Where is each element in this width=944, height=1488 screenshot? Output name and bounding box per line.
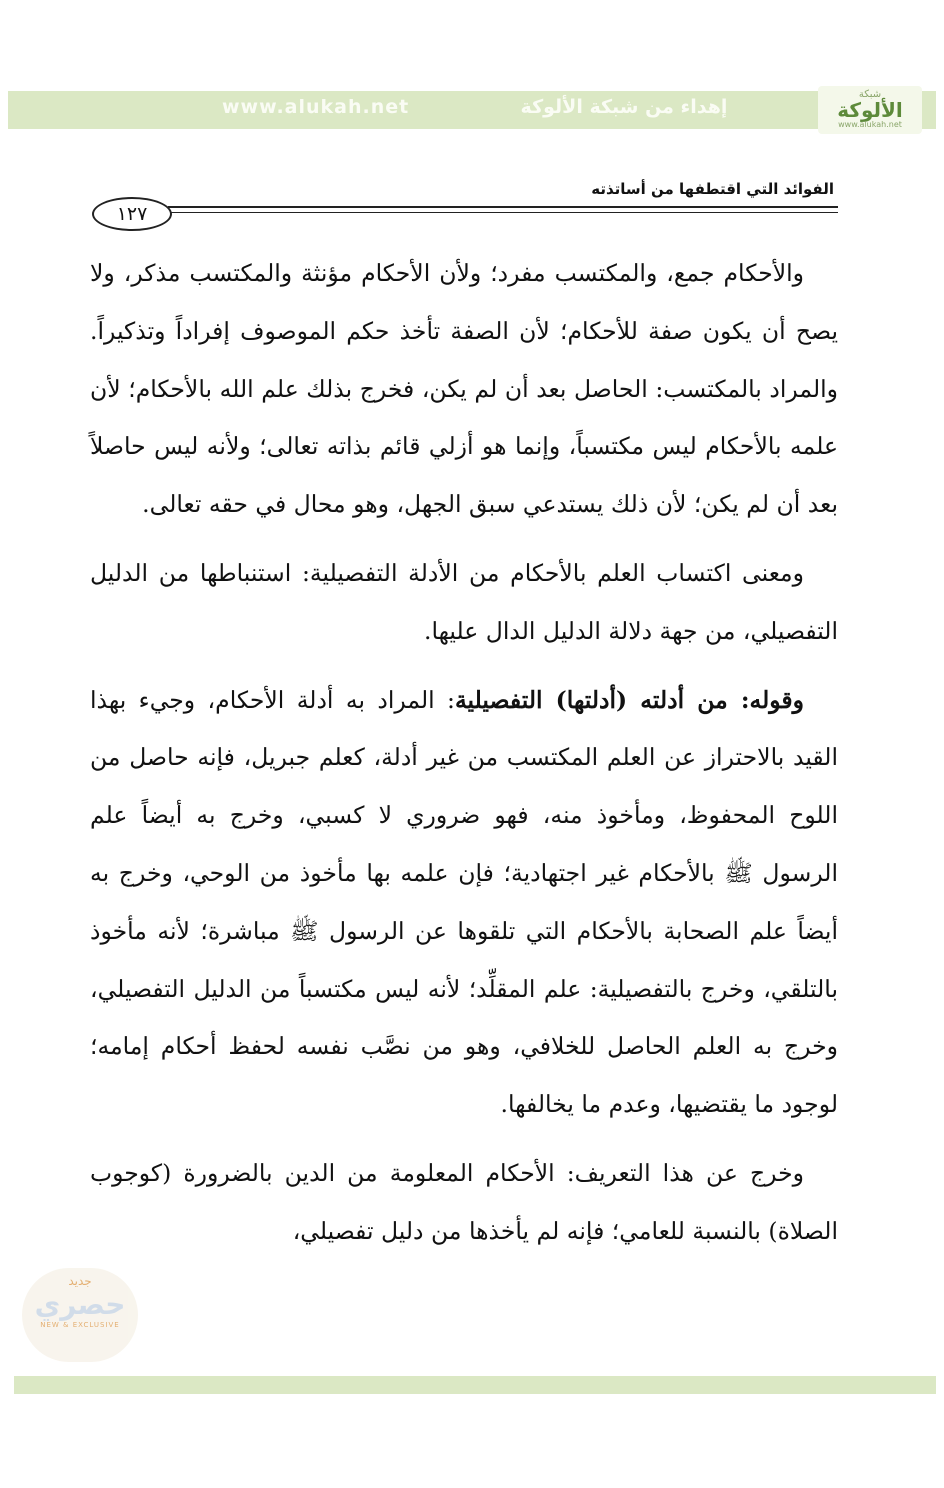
- header-rule-thin: [168, 212, 838, 213]
- logo-sub-text: www.alukah.net: [838, 120, 902, 129]
- paragraph-1: [90, 245, 838, 534]
- logo-main-text: الألوكة: [837, 98, 903, 122]
- paragraph-2-text: ومعنى اكتساب العلم بالأحكام من الأدلة التفصيلية: استنباطها من الدليل التفصيلي، من جهة دلالة الدليل الدال عليها.: [90, 558, 838, 645]
- paragraph-2: [90, 545, 838, 661]
- bottom-banner-band: [14, 1376, 936, 1394]
- logo-top-text: شبكة: [858, 89, 882, 100]
- running-header-title: الفوائد التي اقتطفها من أساتذته: [591, 180, 834, 198]
- page-number: ١٢٧: [92, 197, 172, 231]
- header-rule: [168, 206, 838, 208]
- badge-top-text: جديد: [68, 1274, 92, 1288]
- top-banner-band: [8, 91, 936, 129]
- paragraph-3: [90, 672, 838, 1134]
- banner-gift-text: إهداء من شبكة الألوكة: [520, 96, 728, 118]
- paragraph-1-text: والأحكام جمع، والمكتسب مفرد؛ ولأن الأحكام مؤنثة والمكتسب مذكر، ولا يصح أن يكون صفة للأحكام؛ لأن الصفة تأخذ حكم الموصوف إفراداً وتذكيراً. والمراد بالمكتسب: الحاصل بعد أن لم يكن، فخرج بذلك علم الله بالأحكام؛ لأن علمه بالأحكام ليس مكتسباً، وإنما هو أزلي قائم بذاته تعالى؛ ولأنه ليس حاصلاً بعد أن لم يكن؛ لأن ذلك يستدعي سبق الجهل، وهو محال في حقه تعالى.: [90, 259, 838, 519]
- alukah-logo: [818, 86, 922, 134]
- banner-url[interactable]: www.alukah.net: [222, 96, 410, 118]
- paragraph-4: [90, 1145, 838, 1261]
- paragraph-4-text: وخرج عن هذا التعريف: الأحكام المعلومة من الدين بالضرورة (كوجوب الصلاة) بالنسبة للعامي؛ فإنه لم يأخذها من دليل تفصيلي،: [90, 1158, 838, 1245]
- paragraph-3-text: : المراد به أدلة الأحكام، وجيء بهذا القيد بالاحتراز عن العلم المكتسب من غير أدلة، كعلم جبريل، فإنه حاصل من اللوح المحفوظ، ومأخوذ منه، فهو ضروري لا كسبي، وخرج به أيضاً علم الرسول ﷺ بالأحكام غير اجتهادية؛ فإن علمه بها مأخوذ من الوحي، وخرج به أيضاً علم الصحابة بالأحكام التي تلقوها عن الرسول ﷺ مباشرة؛ لأنه مأخوذ بالتلقي، وخرج بالتفصيلية: علم المقلِّد؛ لأنه ليس مكتسباً من الدليل التفصيلي، وخرج به العلم الحاصل للخلافي، وهو من نصَّب نفسه لحفظ أحكام إمامه؛ لوجود ما يقتضيها، وعدم ما يخالفها.: [90, 685, 838, 1119]
- badge-sub-text: NEW & EXCLUSIVE: [40, 1321, 120, 1329]
- body-text: [90, 245, 838, 1272]
- new-exclusive-badge: [22, 1268, 138, 1362]
- paragraph-3-bold-lead: وقوله: من أدلته (أدلتها) التفصيلية: [454, 685, 804, 714]
- badge-main-text: حصري: [34, 1288, 126, 1321]
